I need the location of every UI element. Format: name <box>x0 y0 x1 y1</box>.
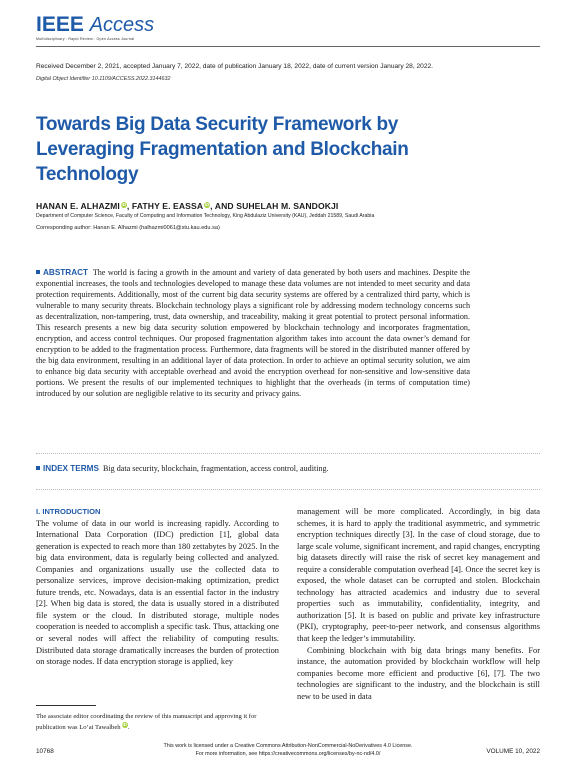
corresponding-author: Corresponding author: Hanan E. Alhazmi (halhazmi0061@stu.kau.edu.sa) <box>36 225 220 231</box>
author-list <box>36 201 540 211</box>
body-paragraph: Combining blockchain with big data brings many benefits. For instance, the automation provided by blockchain workflow will help companies become more efficient and productive [6], [7]. The two technologies are significant to the industry, and the blockchain is still new to be used in data <box>297 645 540 701</box>
footnote-editor-text: The associate editor coordinating the review of this manuscript and approving it for publication was Lo’ai Tawalbeh <box>36 713 257 731</box>
abstract-text: The world is facing a growth in the amount and variety of data generated by both users and machines. Despite the exponential increases, the tools and technologies developed to manage these data volumes are not intended to meet security and data protection requirements. Additionally, most of the current big data security systems are offered by a centralized third party, which is vulnerable to many security threats. Blockchain technology plays a significant role by addressing modern technology concerns such as decentralization, non-tampering, trust, data ownership, and traceability, making it great potential to protect personal information. This research presents a new big data security solution empowered by blockchain technology and incorporates fragmentation, encryption, and access control techniques. Our proposed fragmentation algorithm takes into account the data owner’s demand for encryption to be added to the fragmentation process. Furthermore, data fragments will be stored in the distributed manner offered by the big data environment, resulting in an additional layer of data protection. In order to achieve an optimal security solution, we aim to enhance big data security with acceptable overhead and avoid the encryption overhead for non-sensitive and low-sensitive data portions. We present the results of our implemented techniques to highlight that the overheads (in terms of computation time) introduced by our solution are negligible relative to its security and privacy gains. <box>36 268 470 398</box>
logo-ieee: IEEE <box>36 13 84 36</box>
orcid-icon[interactable]: iD <box>204 202 210 207</box>
volume-info: VOLUME 10, 2022 <box>486 748 540 755</box>
index-terms-divider <box>36 489 540 490</box>
logo-access: Access <box>89 14 155 36</box>
section-heading: I. INTRODUCTION <box>36 507 101 516</box>
square-bullet-icon <box>36 270 40 274</box>
index-terms-heading: INDEX TERMS <box>43 464 99 473</box>
right-column <box>297 506 540 702</box>
abstract <box>36 268 470 400</box>
logo-tagline: Multidisciplinary : Rapid Review : Open Access Journal <box>36 37 135 41</box>
affiliation: Department of Computer Science, Faculty of Computing and Information Technology, King Abdulaziz University (KAU), Jeddah 21589, Saudi Arabia <box>36 213 375 219</box>
page-number: 10768 <box>36 748 54 755</box>
doi[interactable]: Digital Object Identifier 10.1109/ACCESS.2022.3144632 <box>36 76 171 82</box>
square-bullet-icon <box>36 466 40 470</box>
orcid-icon[interactable]: iD <box>121 202 127 207</box>
footnote-rule <box>36 705 96 706</box>
paper-title: Towards Big Data Security Framework by Leveraging Fragmentation and Blockchain Technology <box>36 114 409 185</box>
index-terms-text: Big data security, blockchain, fragmentation, access control, auditing. <box>103 464 329 473</box>
body-paragraph: management will be more complicated. Accordingly, in big data schemes, it is hard to apply the traditional asymmetric, and symmetric encryption techniques directly [3]. In the case of cloud storage, due to large scale volume, significant increment, and rapid changes, encrypting big datasets directly will raise the risk of secret key management and require a considerable computation overhead [4]. Once the secret key is exposed, the whole dataset can be corrupted and stolen. Blockchain technology has attracted academics and industry due to several properties such as immutability, confidentiality, integrity, and authorization [5]. It is based on public and private key infrastructure (PKI), cryptography, peer-to-peer network, and consensus algorithms that keep the ledger’s immutability. <box>297 507 540 644</box>
header-divider <box>36 46 540 47</box>
author-separator: , <box>126 201 130 211</box>
author-name: HANAN E. ALHAZMI <box>36 201 120 211</box>
license-link[interactable]: For more information, see https://creativecommons.org/licenses/by-nc-nd/4.0/ <box>195 751 381 757</box>
author-name: SUHELAH M. SANDOKJI <box>236 201 339 211</box>
abstract-heading: ABSTRACT <box>43 268 89 277</box>
license-line: This work is licensed under a Creative Commons Attribution-NonCommercial-NoDerivatives 4.0 License. <box>163 743 413 749</box>
author-name: FATHY E. EASSA <box>131 201 204 211</box>
body-paragraph: The volume of data in our world is increasing rapidly. According to International Data Corporation (IDC) prediction [1], global data generation is expected to reach more than 180 zettabytes by 2025. In the big data environment, data is regularly being collected and analyzed. Companies and organizations usually use the collected data to personalize services, improve decision-making optimization, predict future trends, etc. Nowadays, data is an essential factor in the industry [2]. When big data is stored, the data is usually stored in a distributed file system or the cloud. In distributed storage, multiple nodes cooperation is needed to accomplish a specific task. Thus, attacking one or several nodes will affect the reliability of computing results. Distributed data storage dramatically increases the burden of protection on storage nodes. If data encryption storage is applied, key <box>36 518 279 667</box>
license-notice <box>120 742 456 758</box>
index-terms <box>36 464 540 473</box>
footnote: The associate editor coordinating the review of this manuscript and approving it for publication was Lo’ai Tawalbeh iD. <box>36 713 257 731</box>
journal-logo <box>36 14 154 36</box>
abstract-divider <box>36 453 540 454</box>
left-column <box>36 506 279 668</box>
author-conjunction: , AND <box>210 201 234 211</box>
orcid-icon[interactable]: iD <box>122 722 127 727</box>
received-dates: Received December 2, 2021, accepted January 7, 2022, date of publication January 18, 2022, date of current version January 28, 2022. <box>36 63 433 70</box>
